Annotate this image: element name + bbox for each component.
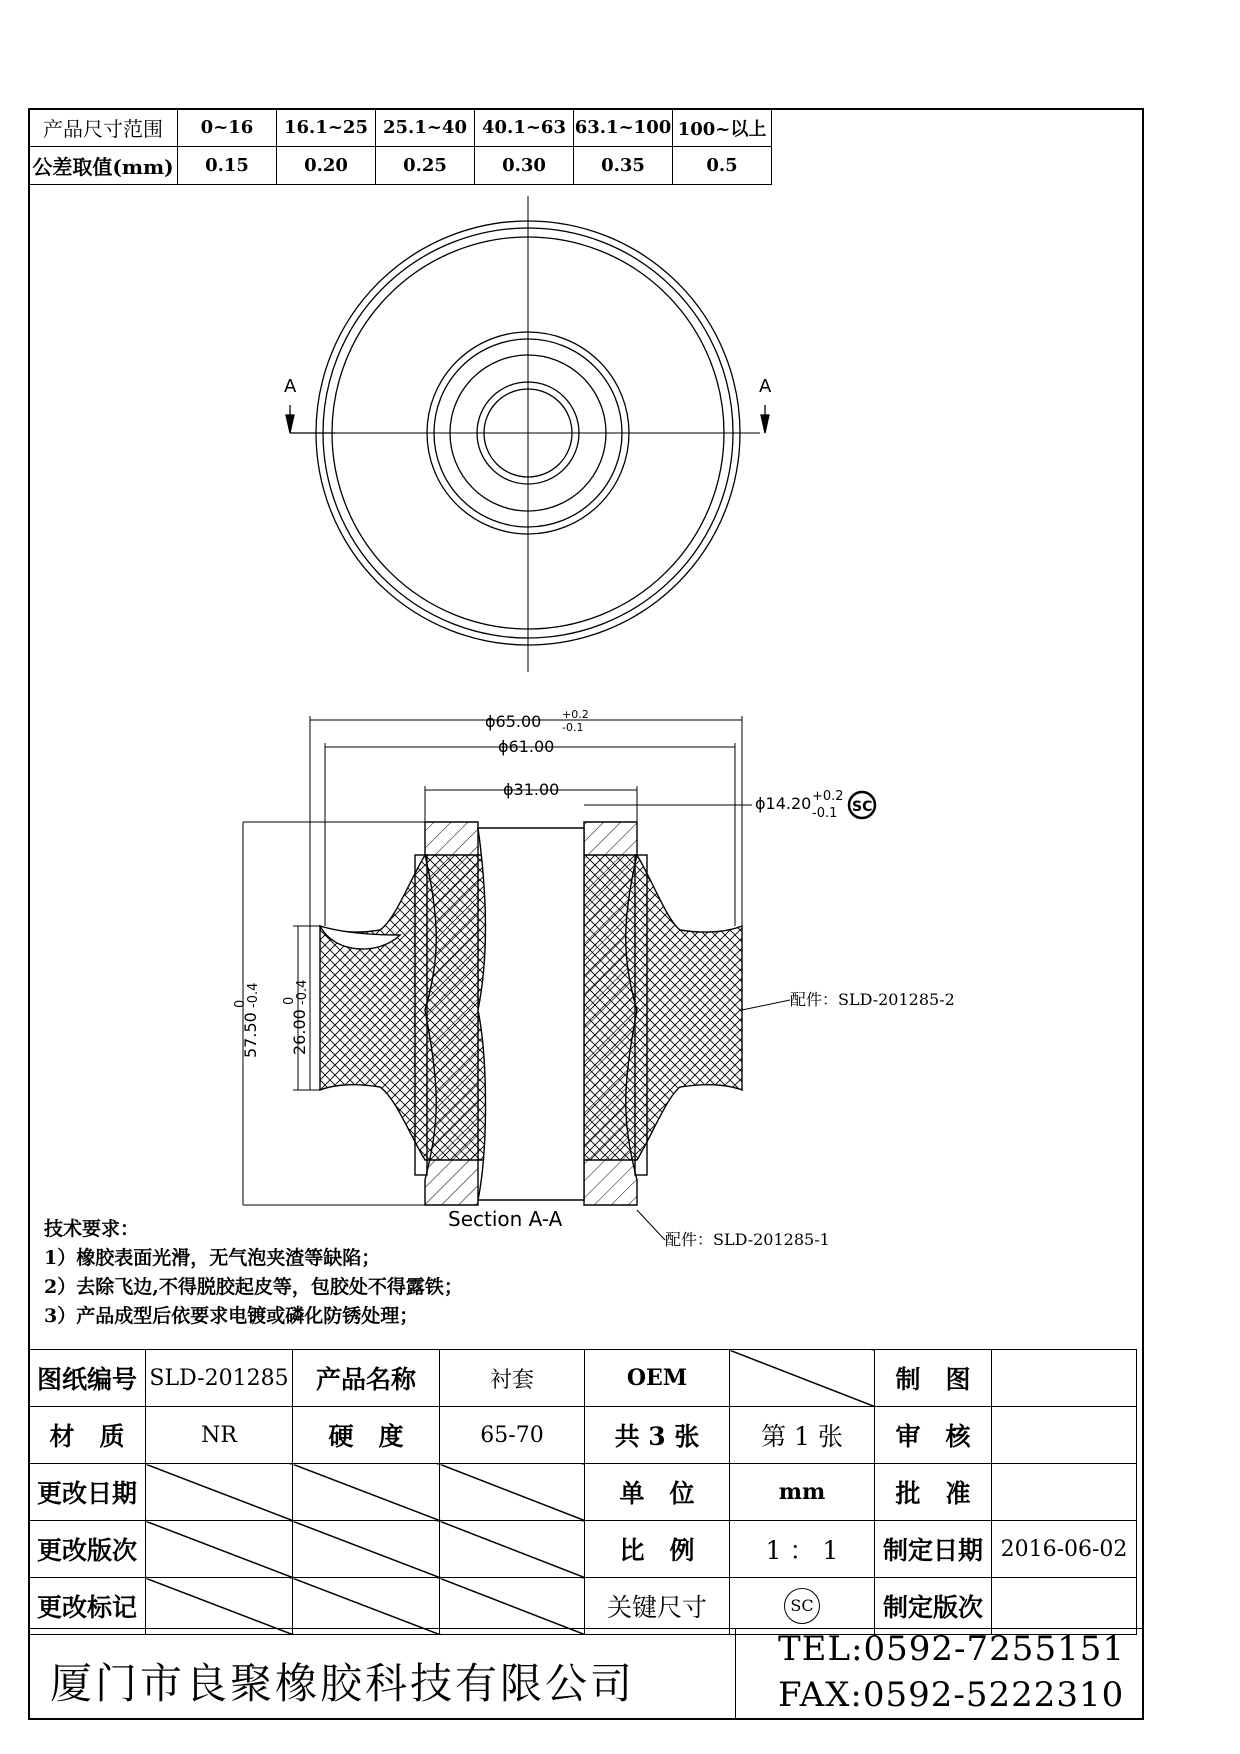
dim-d61: ϕ61.00 — [498, 737, 555, 756]
material-label: 材 质 — [29, 1407, 146, 1464]
scale-value: 1 ： 1 — [730, 1521, 875, 1578]
tolerance-value: 0.35 — [574, 147, 673, 185]
range-cell: 0~16 — [178, 109, 277, 147]
material-value: NR — [146, 1407, 293, 1464]
key-dim-label: 关键尺寸 — [585, 1578, 730, 1635]
company-name: 厦门市良聚橡胶科技有限公司 — [50, 1659, 636, 1708]
metal-sleeve-left — [425, 822, 478, 1205]
dim-d65: ϕ65.00 — [485, 712, 542, 731]
dim-d65-tol-upper: +0.2 — [562, 708, 589, 721]
approve-value — [992, 1464, 1137, 1521]
contact-block — [778, 1626, 1125, 1718]
tel: TEL:0592-7255151 — [778, 1629, 1125, 1669]
unit-value: mm — [730, 1464, 875, 1521]
metal-sleeve-right — [584, 822, 637, 1205]
scale-label: 比 例 — [585, 1521, 730, 1578]
drawn-label: 制 图 — [875, 1350, 992, 1407]
review-label: 审 核 — [875, 1407, 992, 1464]
tolerance-value: 0.15 — [178, 147, 277, 185]
note-line: 2）去除飞边,不得脱胶起皮等，包胶处不得露铁； — [44, 1276, 463, 1298]
tolerance-value: 0.5 — [673, 147, 772, 185]
tolerance-value: 0.20 — [277, 147, 376, 185]
dim-h57-tol-upper: 0 — [233, 999, 248, 1008]
dim-d65-tol-lower: -0.1 — [562, 721, 584, 734]
issue-date-label: 制定日期 — [875, 1521, 992, 1578]
section-caption: Section A-A — [448, 1207, 563, 1231]
technical-notes — [44, 1215, 463, 1331]
part-callout-1: 配件：SLD-201285-1 — [665, 1230, 830, 1249]
drawing-no-label: 图纸编号 — [29, 1350, 146, 1407]
hardness-label: 硬 度 — [293, 1407, 440, 1464]
part-callout-2: 配件：SLD-201285-2 — [790, 990, 955, 1009]
range-cell: 40.1~63 — [475, 109, 574, 147]
blank-cell — [146, 1464, 293, 1521]
change-version-label: 更改版次 — [29, 1521, 146, 1578]
drawing-no: SLD-201285 — [146, 1350, 293, 1407]
dim-h26-tol-upper: 0 — [282, 996, 297, 1005]
blank-cell — [146, 1578, 293, 1635]
footer-vertical-divider — [735, 1628, 736, 1720]
plan-view — [286, 196, 769, 672]
total-sheets: 共 3 张 — [585, 1407, 730, 1464]
notes-title: 技术要求： — [44, 1218, 140, 1240]
range-cell: 16.1~25 — [277, 109, 376, 147]
note-line: 3）产品成型后依要求电镀或磷化防锈处理； — [44, 1305, 419, 1327]
blank-cell — [440, 1521, 585, 1578]
hardness-value: 65-70 — [440, 1407, 585, 1464]
blank-cell — [730, 1350, 875, 1407]
bore — [478, 828, 584, 1200]
change-mark-label: 更改标记 — [29, 1578, 146, 1635]
section-view — [320, 822, 742, 1205]
dim-d14-tol-upper: +0.2 — [812, 789, 844, 804]
blank-cell — [293, 1578, 440, 1635]
dim-d14: ϕ14.20 — [755, 794, 812, 813]
section-mark-left: A — [284, 376, 297, 397]
oem-cell: OEM — [585, 1350, 730, 1407]
change-date-label: 更改日期 — [29, 1464, 146, 1521]
dim-h26-tol-lower: -0.4 — [295, 979, 310, 1005]
drawn-value — [992, 1350, 1137, 1407]
dim-h57: 57.50 — [241, 1012, 260, 1058]
issue-version-label: 制定版次 — [875, 1578, 992, 1635]
arrow-head — [286, 415, 294, 433]
range-cell: 100~以上 — [673, 109, 772, 147]
key-dim-symbol: SC — [784, 1588, 820, 1624]
product-name: 衬套 — [440, 1350, 585, 1407]
approve-label: 批 准 — [875, 1464, 992, 1521]
arrow-head — [761, 415, 769, 433]
sheet-number: 第 1 张 — [730, 1407, 875, 1464]
key-dimension-mark-text: SC — [852, 799, 873, 815]
dim-d31: ϕ31.00 — [503, 780, 560, 799]
dim-d14-tol-lower: -0.1 — [812, 806, 838, 821]
tolerance-row2-label: 公差取值(mm) — [29, 147, 178, 185]
dim-h57-tol-lower: -0.4 — [246, 982, 261, 1008]
issue-date: 2016-06-02 — [992, 1521, 1137, 1578]
tolerance-value: 0.25 — [376, 147, 475, 185]
dim-h26: 26.00 — [290, 1009, 309, 1055]
blank-cell — [440, 1464, 585, 1521]
product-name-label: 产品名称 — [293, 1350, 440, 1407]
fax: FAX:0592-5222310 — [778, 1675, 1125, 1715]
section-mark-right: A — [759, 376, 772, 397]
blank-cell — [293, 1464, 440, 1521]
tolerance-row1-label: 产品尺寸范围 — [29, 109, 178, 147]
blank-cell — [146, 1521, 293, 1578]
blank-cell — [293, 1521, 440, 1578]
review-value — [992, 1407, 1137, 1464]
title-block — [28, 1349, 1137, 1635]
unit-label: 单 位 — [585, 1464, 730, 1521]
tolerance-value: 0.30 — [475, 147, 574, 185]
range-cell: 25.1~40 — [376, 109, 475, 147]
blank-cell — [440, 1578, 585, 1635]
range-cell: 63.1~100 — [574, 109, 673, 147]
note-line: 1）橡胶表面光滑，无气泡夹渣等缺陷； — [44, 1247, 381, 1269]
